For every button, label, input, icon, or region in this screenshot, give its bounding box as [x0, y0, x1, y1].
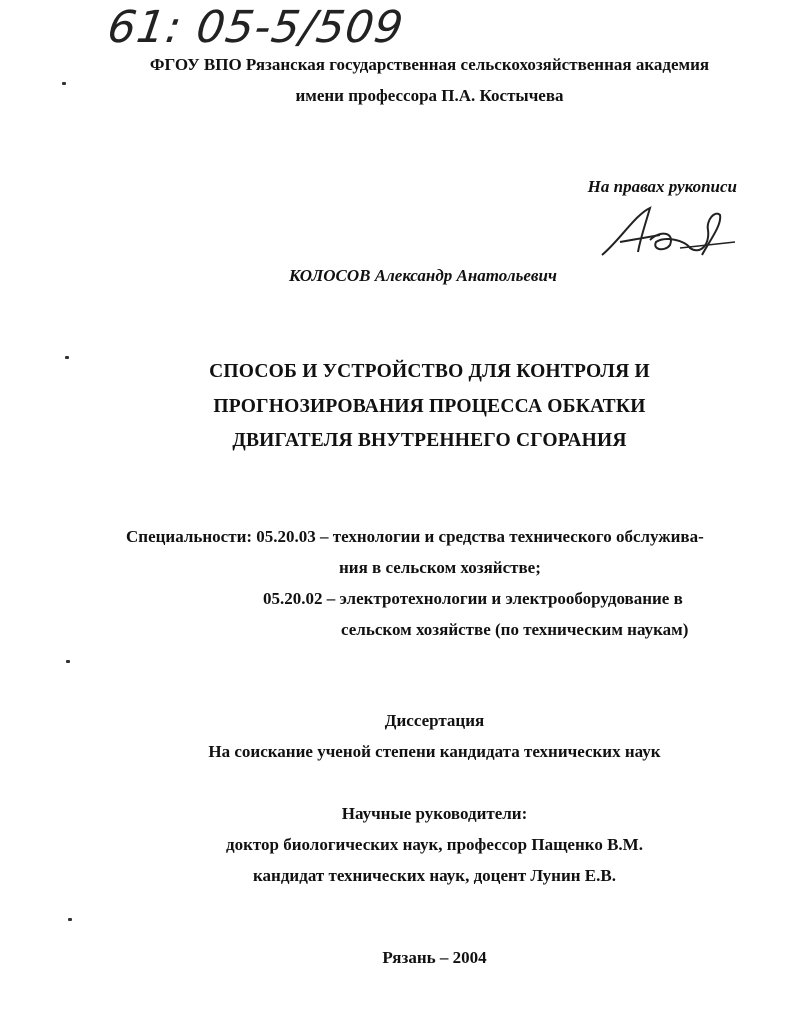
scan-speck	[66, 660, 70, 663]
author-name: КОЛОСОВ Александр Анатольевич	[289, 266, 557, 285]
institution-line-1: ФГОУ ВПО Рязанская государственная сельскохозяйственная академия	[149, 55, 710, 74]
specialty-1-text: – технологии и средства технического обслужива-	[320, 527, 704, 546]
supervisor-2: кандидат технических наук, доцент Лунин Е.В.	[253, 866, 616, 885]
specialty-2-text-cont: сельском хозяйстве (по техническим наукам)	[341, 620, 689, 639]
degree-line: На соискание ученой степени кандидата технических наук	[208, 742, 661, 761]
specialty-2-code: 05.20.02	[263, 589, 323, 608]
title-line-1: СПОСОБ И УСТРОЙСТВО ДЛЯ КОНТРОЛЯ И	[209, 361, 650, 382]
signature-mark	[590, 200, 740, 270]
specialty-1-text-cont: ния в сельском хозяйстве;	[339, 558, 541, 577]
specialty-2-row	[263, 589, 683, 609]
title-line-2: ПРОГНОЗИРОВАНИЯ ПРОЦЕССА ОБКАТКИ	[213, 396, 646, 417]
institution-line-2: имени профессора П.А. Костычева	[295, 86, 564, 105]
archive-code: 61: 05-5/509	[104, 2, 408, 53]
manuscript-note: На правах рукописи	[587, 177, 737, 196]
title-line-3: ДВИГАТЕЛЯ ВНУТРЕННЕГО СГОРАНИЯ	[232, 430, 627, 451]
specialty-1-row	[126, 527, 704, 547]
work-type: Диссертация	[384, 711, 485, 730]
scan-speck	[62, 82, 66, 85]
scan-speck	[65, 356, 69, 359]
city-year: Рязань – 2004	[382, 948, 487, 967]
specialty-2-text: – электротехнологии и электрооборудование в	[326, 589, 683, 608]
supervisor-1: доктор биологических наук, профессор Пащенко В.М.	[226, 835, 643, 854]
supervisors-heading: Научные руководители:	[341, 804, 528, 823]
specialties-label: Специальности:	[126, 527, 253, 546]
specialty-1-code: 05.20.03	[256, 527, 316, 546]
scan-speck	[68, 918, 72, 921]
